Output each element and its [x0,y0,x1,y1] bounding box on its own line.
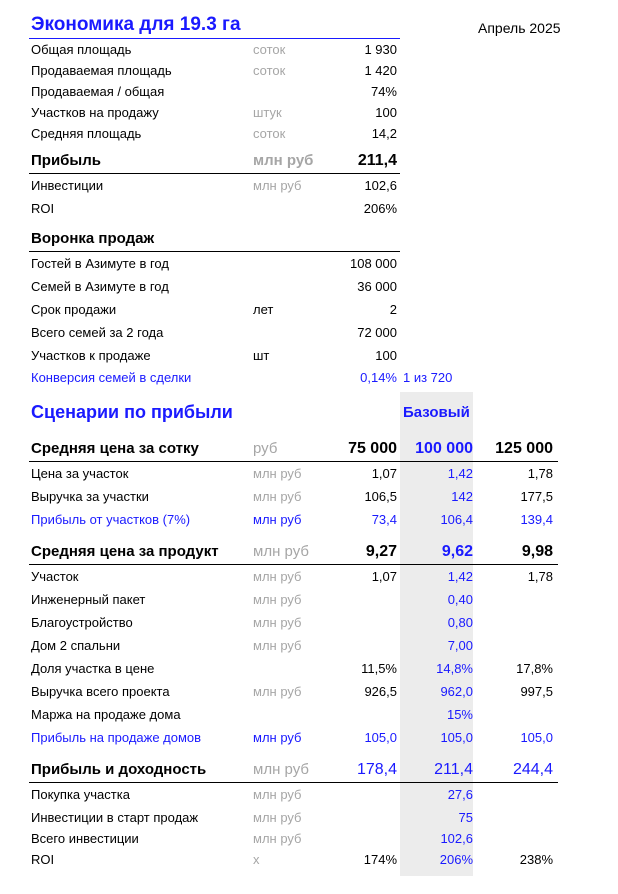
row-label: Доля участка в цене [31,661,155,676]
scenario-row [31,486,558,508]
funnel-header [31,226,558,252]
product-header [31,539,558,565]
row-value-low: 105,0 [364,730,397,745]
row-unit: x [253,852,260,867]
row-label: Общая площадь [31,42,132,57]
row-unit: млн руб [253,569,302,584]
row-value-high: 139,4 [520,512,553,527]
yield-label: Прибыль и доходность [31,761,207,778]
profit-row [31,198,558,220]
row-unit: млн руб [253,684,302,699]
row-label: Выручка за участки [31,489,149,504]
price-value-base: 100 000 [415,440,473,457]
conversion-row [31,367,558,389]
row-unit: млн руб [253,489,302,504]
profit-divider [29,173,400,174]
row-value: 1 930 [364,42,397,57]
row-unit: млн руб [253,466,302,481]
row-unit: шт [253,348,270,363]
row-label: Всего семей за 2 года [31,325,164,340]
row-label: Участков на продажу [31,105,159,120]
scenario-row [31,589,558,611]
summary-row [31,81,558,103]
row-value-base: 102,6 [440,831,473,846]
row-label: ROI [31,852,55,867]
row-value-base: 27,6 [447,787,473,802]
row-label: Продаваемая / общая [31,84,165,99]
row-value: 74% [370,84,397,99]
row-label: Благоустройство [31,615,133,630]
row-value-low: 1,07 [371,569,397,584]
funnel-row [31,299,558,321]
yield-header [31,757,558,783]
row-label: Дом 2 спальни [31,638,121,653]
scenario-row [31,681,558,703]
scenario-row [31,612,558,634]
summary-row [31,39,558,61]
row-value: 102,6 [364,178,397,193]
row-value: 100 [375,348,397,363]
row-label: Цена за участок [31,466,129,481]
page-title: Экономика для 19.3 га [31,14,241,35]
row-value-high: 997,5 [520,684,553,699]
row-value-low: 106,5 [364,489,397,504]
profit-row [31,175,558,197]
row-value-base: 1,42 [447,466,473,481]
row-unit: штук [253,105,282,120]
row-value-base: 206% [439,852,473,867]
row-unit: соток [253,63,286,78]
profit-unit: млн руб [253,152,314,169]
product-value-low: 9,27 [365,543,397,560]
row-label: Срок продажи [31,302,117,317]
funnel-row [31,345,558,367]
row-unit: млн руб [253,178,302,193]
scenario-row [31,635,558,657]
row-value-base: 15% [446,707,473,722]
product-divider [29,564,558,565]
row-label: Прибыль на продаже домов [31,730,202,745]
price-label: Средняя цена за сотку [31,440,199,457]
scenario-row [31,509,558,531]
scenario-row [31,463,558,485]
row-label: Семей в Азимуте в год [31,279,169,294]
row-value-base: 962,0 [440,684,473,699]
row-unit: млн руб [253,512,302,527]
row-label: Инженерный пакет [31,592,146,607]
row-value-base: 7,00 [447,638,473,653]
profit-label: Прибыль [31,152,101,169]
row-value-low: 174% [363,852,397,867]
row-label: Прибыль от участков (7%) [31,512,191,527]
yield-divider [29,782,558,783]
scenario-row [31,849,558,871]
funnel-row [31,276,558,298]
row-unit: соток [253,42,286,57]
product-value-high: 9,98 [521,543,553,560]
row-value: 1 420 [364,63,397,78]
row-value-base: 106,4 [440,512,473,527]
funnel-title: Воронка продаж [31,230,155,247]
row-value-high: 177,5 [520,489,553,504]
row-label: ROI [31,201,55,216]
conversion-value: 0,14% [360,370,397,385]
row-unit: млн руб [253,638,302,653]
funnel-divider [29,251,400,252]
funnel-row [31,253,558,275]
row-label: Участок [31,569,79,584]
scenario-row [31,784,558,806]
price-header [31,436,558,462]
row-value: 108 000 [350,256,397,271]
row-value: 72 000 [357,325,397,340]
scenario-row [31,828,558,850]
row-value-base: 0,80 [447,615,473,630]
scenario-row [31,727,558,749]
profit-value: 211,4 [357,152,397,169]
price-unit: руб [253,440,278,457]
price-divider [29,461,558,462]
summary-row [31,123,558,145]
base-scenario-label: Базовый [403,404,470,421]
row-value-base: 1,42 [447,569,473,584]
price-value-low: 75 000 [348,440,397,457]
scenario-row [31,704,558,726]
row-unit: млн руб [253,787,302,802]
report-date: Апрель 2025 [478,20,561,36]
row-unit: млн руб [253,730,302,745]
row-value: 36 000 [357,279,397,294]
row-label: Продаваемая площадь [31,63,172,78]
row-value: 100 [375,105,397,120]
row-label: Выручка всего проекта [31,684,170,699]
row-value-high: 1,78 [527,466,553,481]
row-value-high: 1,78 [527,569,553,584]
row-label: Гостей в Азимуте в год [31,256,169,271]
row-label: Инвестиции [31,178,104,193]
row-label: Маржа на продаже дома [31,707,181,722]
summary-row [31,102,558,124]
product-value-base: 9,62 [441,543,473,560]
row-value-base: 75 [458,810,473,825]
row-value: 14,2 [371,126,397,141]
scenarios-title: Сценарии по прибыли [31,402,233,422]
row-value-low: 926,5 [364,684,397,699]
row-value: 2 [389,302,397,317]
row-unit: млн руб [253,592,302,607]
row-value-base: 105,0 [440,730,473,745]
row-value-low: 73,4 [371,512,397,527]
profit-header [31,148,558,174]
funnel-row [31,322,558,344]
row-value-base: 14,8% [436,661,473,676]
row-label: Инвестиции в старт продаж [31,810,199,825]
row-unit: млн руб [253,615,302,630]
row-unit: млн руб [253,831,302,846]
conversion-label: Конверсия семей в сделки [31,370,192,385]
row-unit: лет [253,302,274,317]
row-value-base: 0,40 [447,592,473,607]
row-unit: соток [253,126,286,141]
row-label: Средняя площадь [31,126,142,141]
row-value-high: 17,8% [516,661,553,676]
row-value-low: 11,5% [361,661,397,676]
row-value-low: 1,07 [371,466,397,481]
yield-unit: млн руб [253,761,309,778]
price-value-high: 125 000 [495,440,553,457]
scenario-row [31,566,558,588]
row-value-base: 142 [451,489,473,504]
row-label: Покупка участка [31,787,130,802]
product-unit: млн руб [253,543,309,560]
row-value-high: 105,0 [520,730,553,745]
scenario-row [31,658,558,680]
row-label: Участков к продаже [31,348,151,363]
yield-value-high: 244,4 [512,761,553,778]
summary-row [31,60,558,82]
row-unit: млн руб [253,810,302,825]
scenario-row [31,807,558,829]
yield-value-low: 178,4 [356,761,397,778]
row-value: 206% [363,201,397,216]
yield-value-base: 211,4 [434,761,473,778]
conversion-note: 1 из 720 [403,370,453,385]
row-label: Всего инвестиции [31,831,139,846]
product-label: Средняя цена за продукт [31,543,219,560]
row-value-high: 238% [519,852,553,867]
